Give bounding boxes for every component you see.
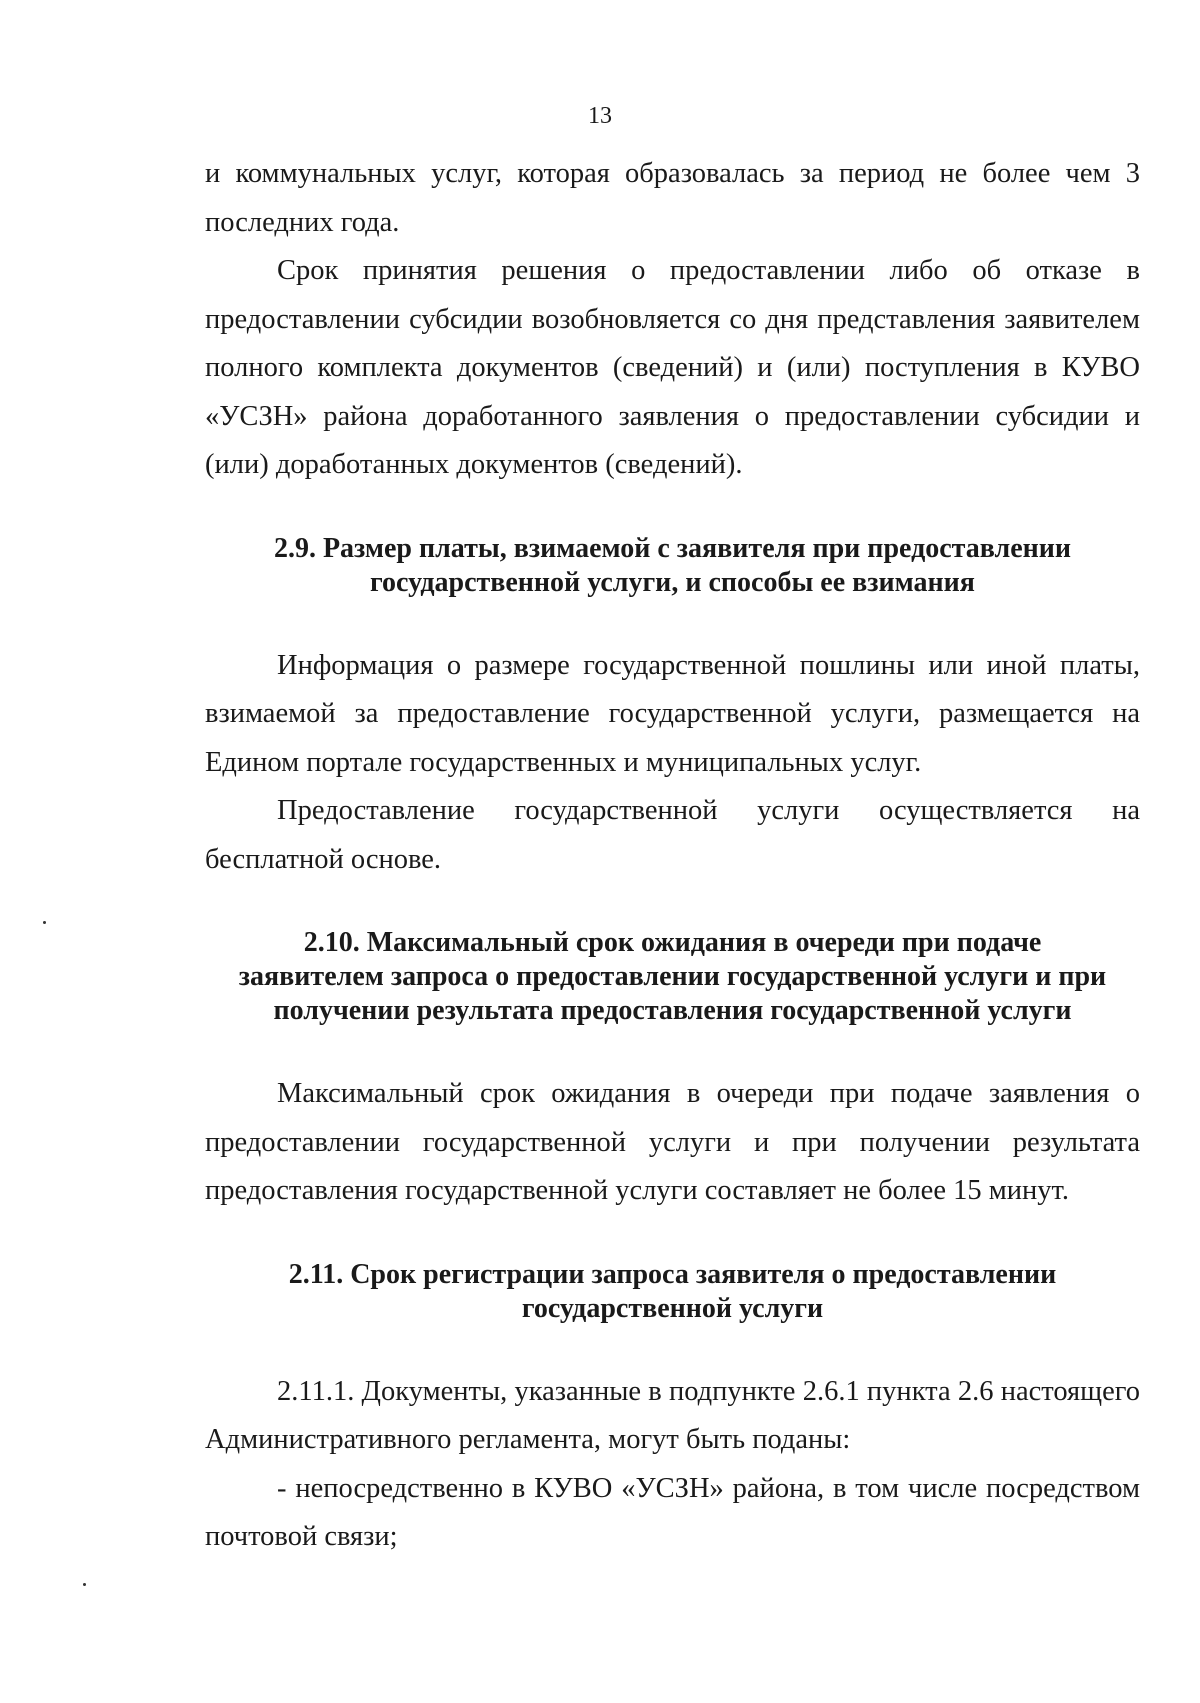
heading-2-11-line-1: 2.11. Срок регистрации запроса заявителя о предоставлении bbox=[288, 1258, 1057, 1290]
scan-speck bbox=[43, 921, 46, 924]
paragraph-2-11-1: 2.11.1. Документы, указанные в подпункте 2.6.1 пункта 2.6 настоящего Административного регламента, могут быть поданы: bbox=[205, 1375, 1140, 1455]
paragraph-renewal-term: Срок принятия решения о предоставлении либо об отказе в предоставлении субсидии возобновляется со дня представления заявителем полного комплекта документов (сведений) и (или) поступления в КУВО «УСЗН» района доработанного заявления о предоставлении субсидии и (или) доработанных документов (сведений). bbox=[205, 255, 1140, 480]
heading-2-9 bbox=[205, 532, 1140, 600]
heading-2-11-line-2: государственной услуги bbox=[521, 1292, 824, 1324]
heading-2-10-line-3: получении результата предоставления государственной услуги bbox=[273, 995, 1072, 1026]
paragraph-fee-info: Информация о размере государственной пошлины или иной платы, взимаемой за предоставление государственной услуги, размещается на Едином портале государственных и муниципальных услуг. bbox=[205, 649, 1140, 778]
heading-2-10-line-2: заявителем запроса о предоставлении государственной услуги и при bbox=[238, 961, 1107, 992]
document-body bbox=[205, 150, 1140, 1562]
heading-2-10 bbox=[205, 926, 1140, 1028]
page-number: 13 bbox=[588, 103, 612, 129]
heading-2-9-line-2: государственной услуги, и способы ее взимания bbox=[370, 566, 975, 598]
paragraph-continued: и коммунальных услуг, которая образовалась за период не более чем 3 последних года. bbox=[205, 158, 1140, 238]
paragraph-free-of-charge: Предоставление государственной услуги осуществляется на бесплатной основе. bbox=[205, 795, 1140, 875]
heading-2-9-line-1: 2.9. Размер платы, взимаемой с заявителя при предоставлении bbox=[273, 532, 1072, 564]
paragraph-queue-time: Максимальный срок ожидания в очереди при подаче заявления о предоставлении государственной услуги и при получении результата предоставления государственной услуги составляет не более 15 минут. bbox=[205, 1078, 1140, 1206]
scan-speck bbox=[83, 1583, 86, 1586]
heading-2-11 bbox=[205, 1258, 1140, 1326]
heading-2-10-line-1: 2.10. Максимальный срок ожидания в очереди при подаче bbox=[303, 927, 1042, 958]
list-item-direct-submission: - непосредственно в КУВО «УСЗН» района, в том числе посредством почтовой связи; bbox=[205, 1472, 1140, 1552]
